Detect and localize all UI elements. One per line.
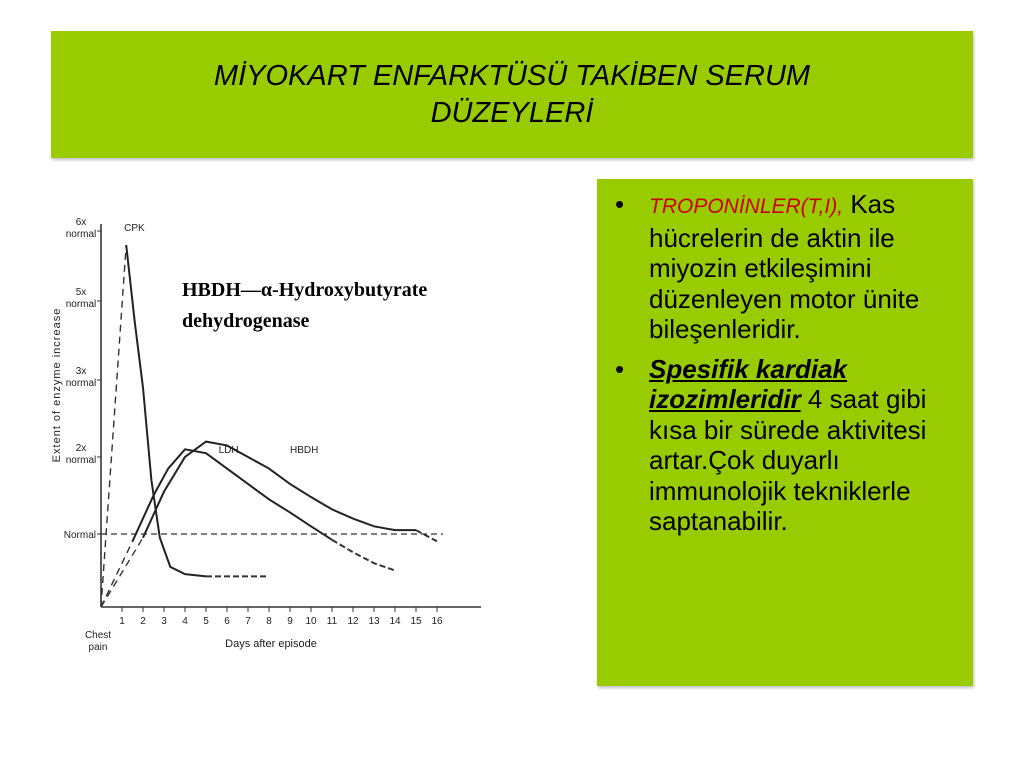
troponin-heading: TROPONİNLER(T,I) [649,195,838,218]
x-tick-label: 5 [203,616,209,627]
y-axis-label: Extent of enzyme increase [51,307,63,463]
x-tick-label: 4 [182,616,188,627]
troponin-description: Kas hücrelerin de aktin ile miyozin etkileşimini düzenleyen motor ünite bileşenleridir. [649,189,920,344]
y-tick-label: normal [65,378,97,389]
x-tick-label: 1 [119,616,125,627]
x-tick-label: 2 [140,616,146,627]
x-tick-label: 6 [224,616,230,627]
x-tick-label: 8 [266,616,272,627]
y-tick-label: 2x [75,443,87,454]
x-tick-label: 15 [410,616,422,627]
x-origin-label-line-1: Chest [84,630,112,641]
isozymes-description: 4 saat gibi kısa bir sürede aktivitesi artar.Çok duyarlı immunolojik tekniklerle saptanabilir. [649,384,927,536]
series-label-cpk: CPK [124,223,145,234]
x-tick-label: 9 [287,616,293,627]
bullet-item-isozymes [607,354,961,537]
x-tick-label: 10 [305,616,317,627]
chart-background [50,210,510,660]
y-tick-label: normal [65,299,97,310]
y-tick-label: 6x [75,217,87,228]
x-tick-label: 11 [326,616,338,627]
chart-annotation-line-1: HBDH—α-Hydroxybutyrate [182,279,428,301]
slide-title-line-1: MİYOKART ENFARKTÜSÜ TAKİBEN SERUM [213,59,811,92]
bullet-marker: • [615,353,625,384]
bullet-marker: • [615,189,625,219]
y-tick-label: Normal [63,530,96,541]
troponin-separator: , [837,195,844,218]
x-tick-label: 14 [389,616,401,627]
content-panel [597,179,973,686]
y-tick-label: 3x [75,366,87,377]
x-tick-label: 3 [161,616,167,627]
bullet-item-troponin [607,189,961,345]
series-label-hbdh: HBDH [290,445,319,457]
x-tick-label: 7 [245,616,251,627]
series-label-ldh: LDH [218,445,239,457]
x-tick-label: 13 [368,616,380,627]
y-tick-label: normal [65,455,97,466]
title-box [51,31,973,158]
x-origin-label-line-2: pain [88,642,108,653]
x-tick-label: 16 [431,616,443,627]
y-tick-label: 5x [75,287,87,298]
slide-title-line-2: DÜZEYLERİ [430,96,594,129]
bullet-list [607,189,961,537]
enzyme-chart [50,210,510,660]
slide-title [132,58,892,132]
x-axis-label: Days after episode [225,638,317,650]
y-tick-label: normal [65,229,97,240]
chart-annotation-line-2: dehydrogenase [182,310,310,332]
isozymes-heading: Spesifik kardiak izozimleridir [649,353,847,414]
x-tick-label: 12 [347,616,359,627]
